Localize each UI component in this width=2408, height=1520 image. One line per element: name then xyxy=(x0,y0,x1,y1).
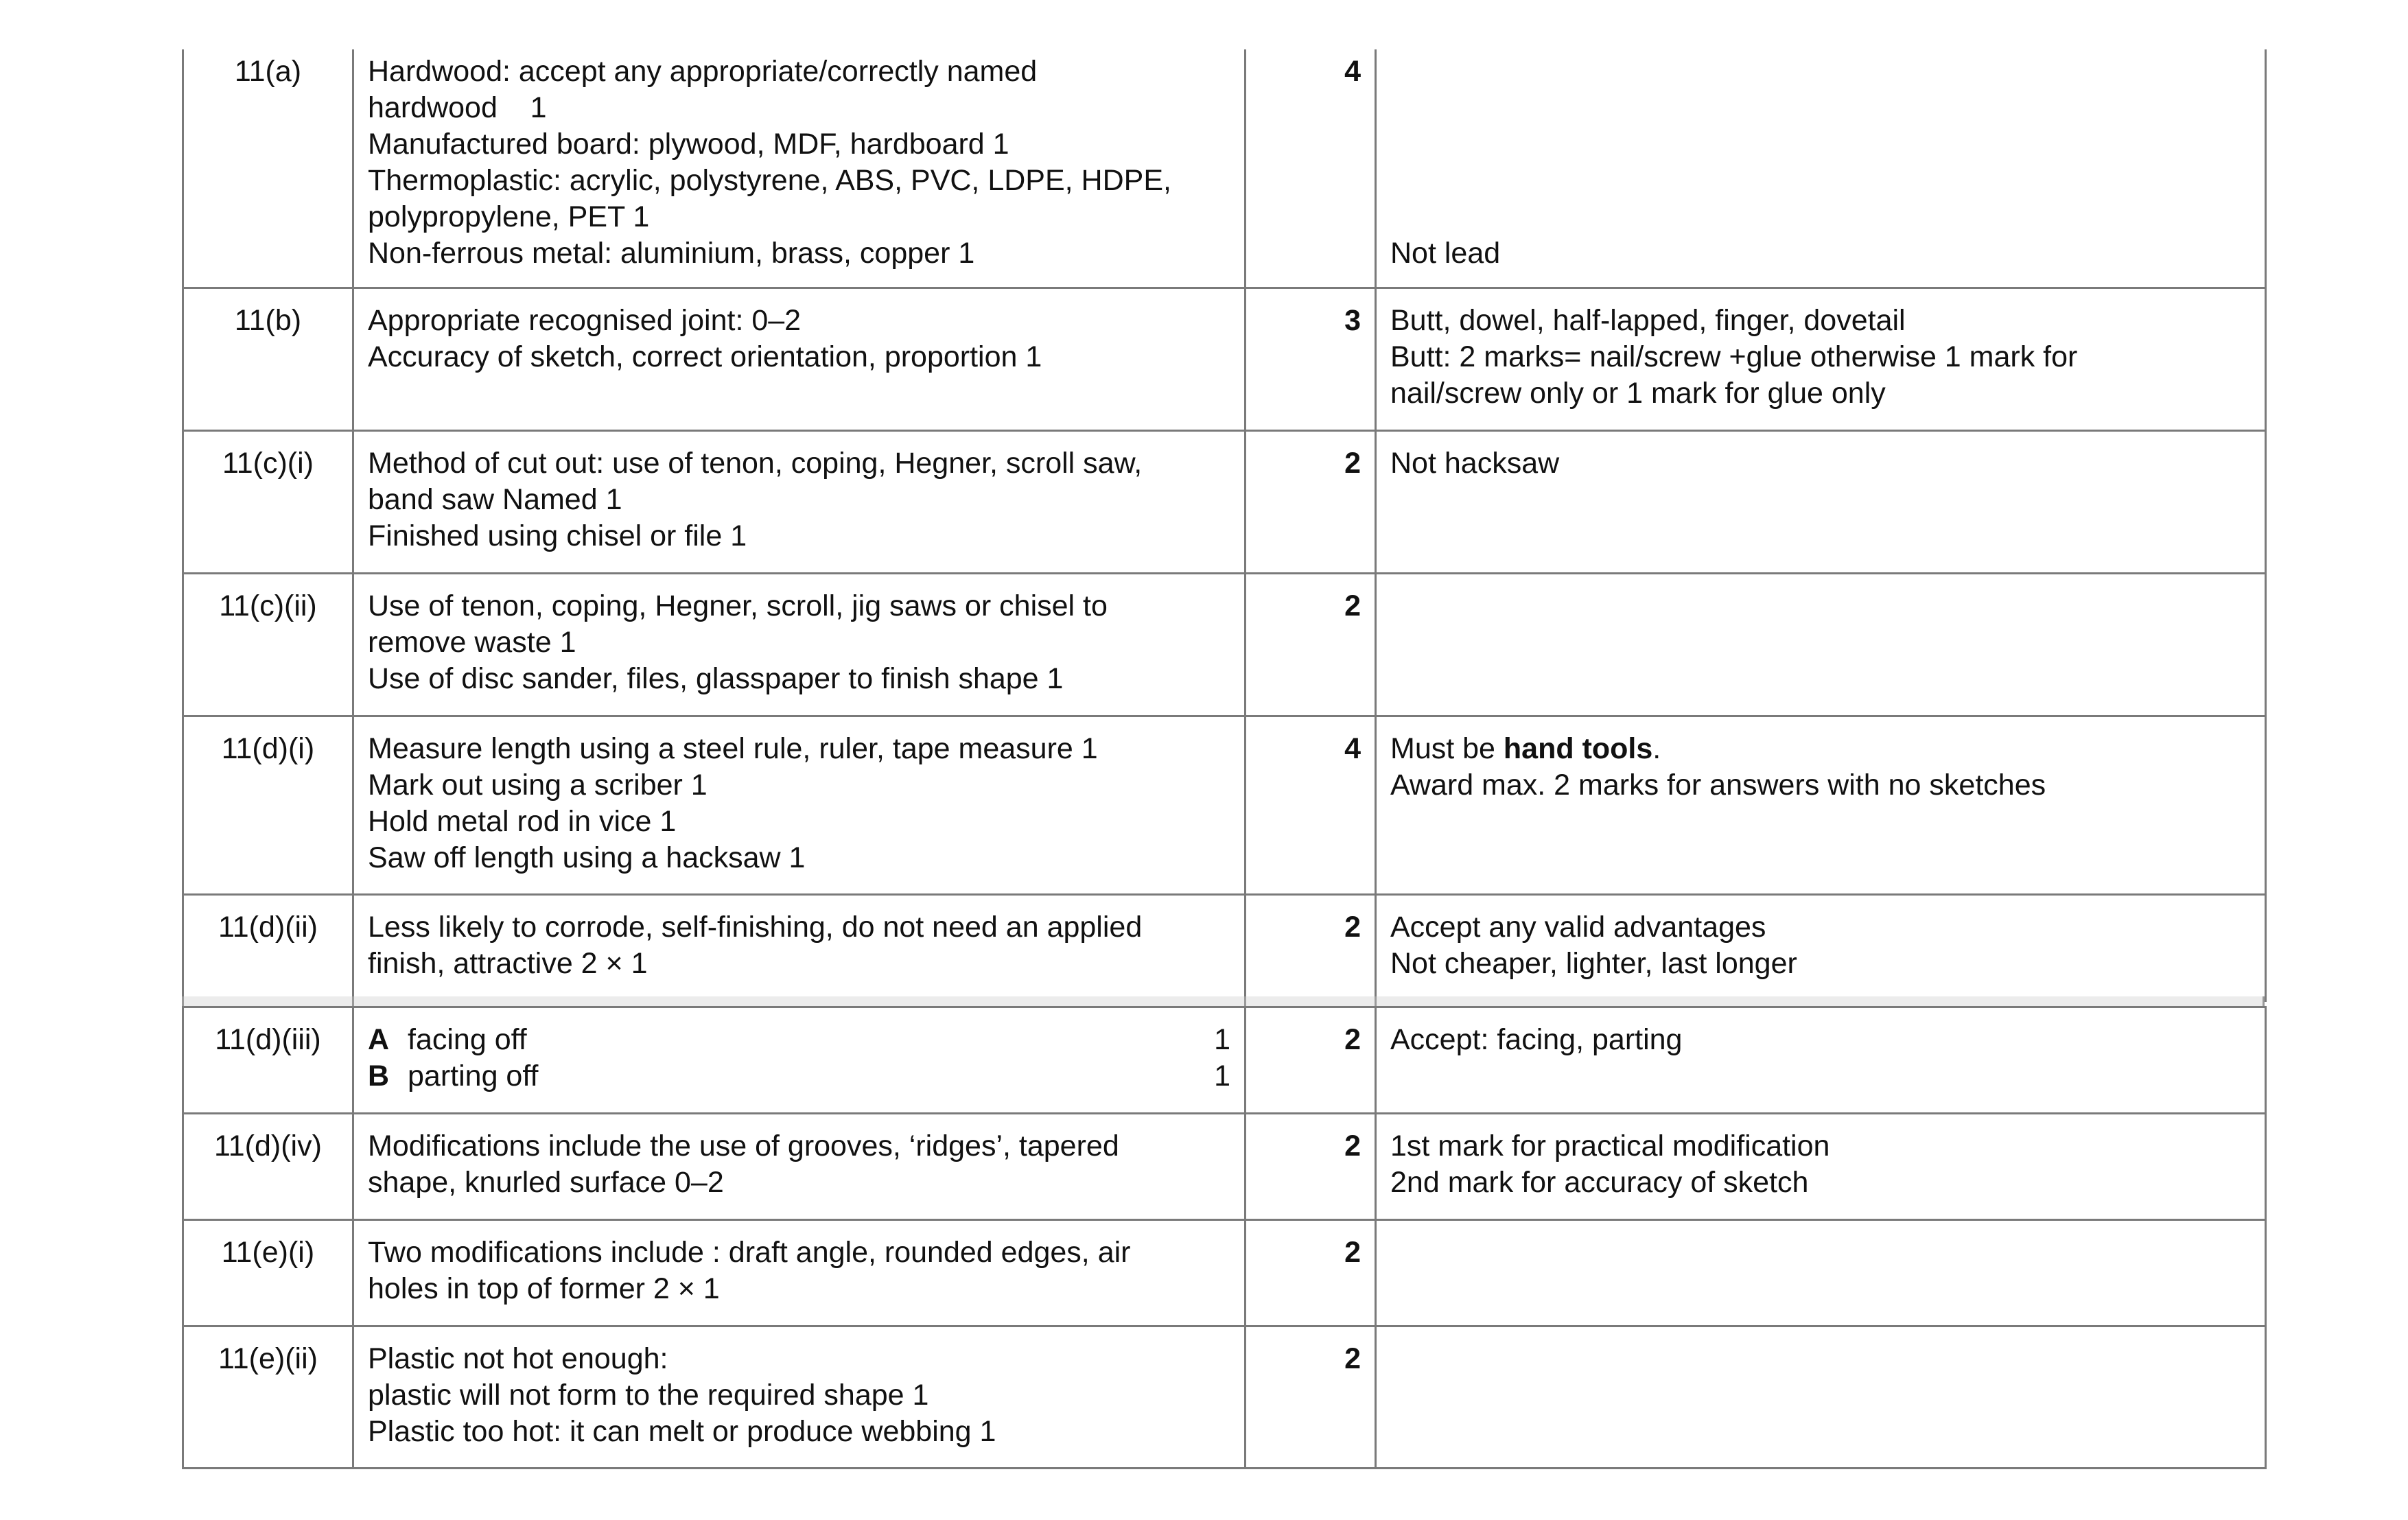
option-text: parting off xyxy=(408,1060,539,1092)
question-number: 11(e)(i) xyxy=(183,1220,353,1326)
answer-line: Use of disc sander, files, glasspaper to finish shape 1 xyxy=(368,662,1064,695)
answer-line: Hold metal rod in vice 1 xyxy=(368,805,677,838)
guidance-cell xyxy=(1376,574,2266,716)
marks-cell: 3 xyxy=(1246,288,1376,431)
answer-line: Plastic not hot enough: xyxy=(368,1342,668,1375)
table-row xyxy=(183,288,2266,431)
guidance-line: Not hacksaw xyxy=(1390,447,1560,480)
question-number: 11(d)(iii) xyxy=(183,1007,353,1114)
table-row xyxy=(183,1220,2266,1326)
answer-line: remove waste 1 xyxy=(368,626,576,659)
answer-line: Accuracy of sketch, correct orientation, proportion 1 xyxy=(368,340,1042,373)
table-row xyxy=(183,1114,2266,1220)
marks-cell: 2 xyxy=(1246,1007,1376,1114)
guidance-line: Accept any valid advantages xyxy=(1390,911,1766,944)
question-number: 11(d)(ii) xyxy=(183,895,353,1001)
option-row xyxy=(368,1058,1230,1095)
answer-line: shape, knurled surface 0–2 xyxy=(368,1166,724,1199)
table-row xyxy=(183,1326,2266,1469)
guidance-line: Not lead xyxy=(1390,237,1501,270)
question-number: 11(d)(iv) xyxy=(183,1114,353,1220)
answer-line: Measure length using a steel rule, ruler, tape measure 1 xyxy=(368,732,1098,765)
option-letter: A xyxy=(368,1023,390,1056)
guidance-line: Award max. 2 marks for answers with no sketches xyxy=(1390,769,2046,802)
question-number: 11(d)(i) xyxy=(183,716,353,895)
guidance-line: Not cheaper, lighter, last longer xyxy=(1390,947,1797,980)
guidance-cell xyxy=(1376,716,2266,895)
answer-line: Manufactured board: plywood, MDF, hardboard 1 xyxy=(368,128,1009,161)
answer-line: Finished using chisel or file 1 xyxy=(368,519,747,552)
option-mark: 1 xyxy=(1214,1023,1230,1056)
answer-line: Less likely to corrode, self-finishing, do not need an applied xyxy=(368,911,1143,944)
answer-cell xyxy=(353,1007,1246,1114)
guidance-line: 2nd mark for accuracy of sketch xyxy=(1390,1166,1809,1199)
guidance-line: nail/screw only or 1 mark for glue only xyxy=(1390,377,1886,410)
guidance-cell xyxy=(1376,431,2266,574)
guidance-line xyxy=(1390,731,2251,767)
guidance-cell xyxy=(1376,895,2266,1001)
guidance-emphasis: hand tools xyxy=(1503,732,1653,765)
guidance-prefix: Must be xyxy=(1390,732,1504,765)
option-mark: 1 xyxy=(1214,1060,1230,1092)
answer-line: Non-ferrous metal: aluminium, brass, copper 1 xyxy=(368,237,975,270)
guidance-line: 1st mark for practical modification xyxy=(1390,1130,1830,1162)
answer-line: Mark out using a scriber 1 xyxy=(368,769,708,802)
page-break-divider xyxy=(182,996,2265,1006)
option-text: facing off xyxy=(408,1023,527,1056)
guidance-line: Butt: 2 marks= nail/screw +glue otherwise 1 mark for xyxy=(1390,340,2078,373)
answer-line: Use of tenon, coping, Hegner, scroll, jig saws or chisel to xyxy=(368,589,1108,622)
guidance-cell xyxy=(1376,1220,2266,1326)
answer-line: Two modifications include : draft angle, rounded edges, air xyxy=(368,1236,1131,1269)
marks-cell: 2 xyxy=(1246,1114,1376,1220)
marks-cell: 4 xyxy=(1246,49,1376,288)
table-row xyxy=(183,895,2266,1001)
answer-cell xyxy=(353,288,1246,431)
mark-scheme-table-bottom xyxy=(182,1006,2267,1469)
answer-line: Modifications include the use of grooves, ‘ridges’, tapered xyxy=(368,1130,1119,1162)
answer-line: finish, attractive 2 × 1 xyxy=(368,947,648,980)
guidance-suffix: . xyxy=(1652,732,1661,765)
table-row xyxy=(183,1007,2266,1114)
question-number: 11(e)(ii) xyxy=(183,1326,353,1469)
answer-cell xyxy=(353,431,1246,574)
table-row xyxy=(183,574,2266,716)
answer-line: Method of cut out: use of tenon, coping, Hegner, scroll saw, xyxy=(368,447,1143,480)
marks-cell: 2 xyxy=(1246,1326,1376,1469)
guidance-cell xyxy=(1376,1114,2266,1220)
question-number: 11(b) xyxy=(183,288,353,431)
answer-cell xyxy=(353,574,1246,716)
answer-line: plastic will not form to the required shape 1 xyxy=(368,1379,929,1412)
table-row xyxy=(183,49,2266,288)
guidance-cell xyxy=(1376,288,2266,431)
answer-line: Plastic too hot: it can melt or produce webbing 1 xyxy=(368,1415,996,1448)
mark-scheme-table-top xyxy=(182,49,2267,1002)
guidance-cell xyxy=(1376,49,2266,288)
answer-cell xyxy=(353,1114,1246,1220)
answer-cell xyxy=(353,716,1246,895)
answer-line: Thermoplastic: acrylic, polystyrene, ABS, PVC, LDPE, HDPE, xyxy=(368,164,1171,197)
answer-line: Appropriate recognised joint: 0–2 xyxy=(368,304,802,337)
option-row xyxy=(368,1022,1230,1058)
table-row xyxy=(183,431,2266,574)
question-number: 11(c)(ii) xyxy=(183,574,353,716)
answer-cell xyxy=(353,1220,1246,1326)
guidance-cell xyxy=(1376,1007,2266,1114)
answer-line: band saw Named 1 xyxy=(368,483,622,516)
answer-line: Hardwood: accept any appropriate/correctly named xyxy=(368,55,1038,88)
marks-cell: 2 xyxy=(1246,431,1376,574)
marks-cell: 2 xyxy=(1246,1220,1376,1326)
option-letter: B xyxy=(368,1060,390,1092)
guidance-line: Accept: facing, parting xyxy=(1390,1023,1683,1056)
answer-line: holes in top of former 2 × 1 xyxy=(368,1272,720,1305)
answer-cell xyxy=(353,1326,1246,1469)
marks-cell: 4 xyxy=(1246,716,1376,895)
marks-cell: 2 xyxy=(1246,574,1376,716)
answer-cell xyxy=(353,895,1246,1001)
question-number: 11(c)(i) xyxy=(183,431,353,574)
answer-line: polypropylene, PET 1 xyxy=(368,200,650,233)
answer-line: Saw off length using a hacksaw 1 xyxy=(368,841,806,874)
answer-line: hardwood 1 xyxy=(368,91,547,124)
table-row xyxy=(183,716,2266,895)
guidance-line: Butt, dowel, half-lapped, finger, dovetail xyxy=(1390,304,1906,337)
guidance-cell xyxy=(1376,1326,2266,1469)
marks-cell: 2 xyxy=(1246,895,1376,1001)
answer-cell xyxy=(353,49,1246,288)
question-number: 11(a) xyxy=(183,49,353,288)
